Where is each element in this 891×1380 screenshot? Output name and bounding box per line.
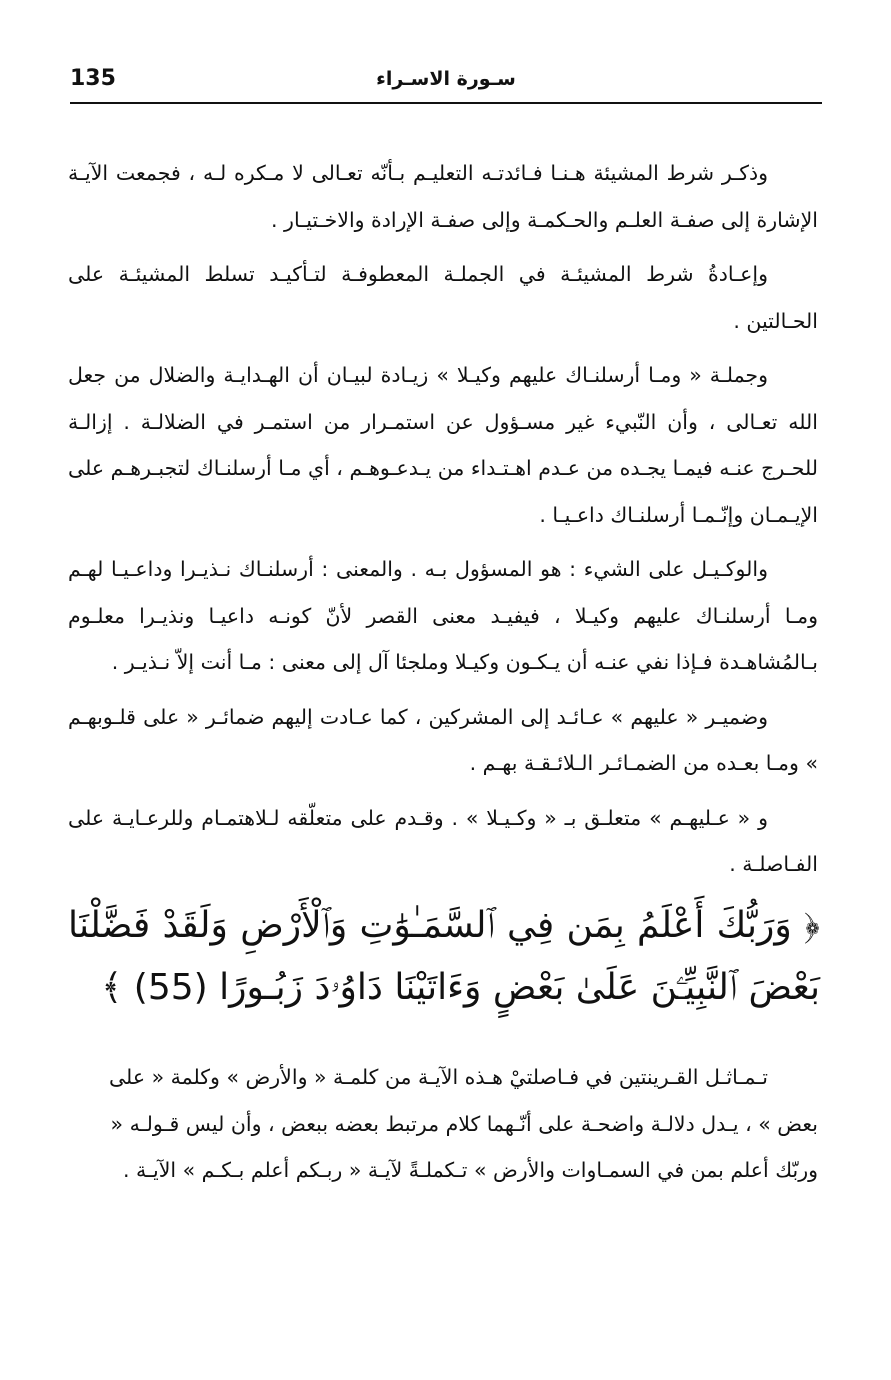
page-header xyxy=(70,62,822,104)
commentary-text xyxy=(68,150,818,896)
paragraph: والوكـيـل على الشيء : هو المسؤول بـه . والمعنى : أرسلنـاك نـذيـرا وداعـيـا لهـم ومـا أرسلنـاك عليهم وكيـلا ، فيفيـد معنى القصر لأنّ كونـه داعيـا ونذيـرا معلـوم بـالمُشاهـدة فـإذا نفي عنـه أن يـكـون وكيـلا وملجئا آل إلى معنى : مـا أنت إلاّ نـذيـر . xyxy=(68,557,818,674)
verse-close-bracket: ﴾ xyxy=(101,967,123,1008)
quran-verse xyxy=(68,895,820,1019)
verse-number: (55) xyxy=(133,967,208,1008)
paragraph: وجملـة « ومـا أرسلنـاك عليهم وكيـلا » زيـادة لبيـان أن الهـدايـة والضلال من جعل الله تعـالى ، وأن النّبيء غير مسـؤول عن استمـرار من استمـر في الضلالـة . إزالـة للحـرج عنـه فيمـا يجـده من عـدم اهـتـداء من يـدعـوهـم ، أي مـا أرسلنـاك لتجبـرهـم على الإيـمـان وإنّـمـا أرسلنـاك داعـيـا . xyxy=(68,363,818,527)
paragraph: وذكـر شرط المشيئة هـنـا فـائدتـه التعليـم بـأنّه تعـالى لا مـكره لـه ، فجمعت الآيـة الإشارة إلى صفـة العلـم والحـكمـة وإلى صفـة الإرادة والاخـتيـار . xyxy=(68,161,818,232)
commentary-text-after-verse xyxy=(68,1054,818,1202)
running-title: سـورة الاسـراء xyxy=(376,68,516,90)
paragraph: وضميـر « عليهم » عـائـد إلى المشركين ، كما عـادت إليهم ضمائـر « على قلـوبهـم » ومـا بعـده من الضمـائـر الـلائـقـة بهـم . xyxy=(68,704,818,775)
paragraph: و « عـليهـم » متعلـق بـ « وكـيـلا » . وقـدم على متعلّقه لـلاهتمـام وللرعـايـة على الفـاصلـة . xyxy=(68,805,818,876)
page-number: 135 xyxy=(70,66,116,91)
paragraph: تـمـاثـل القـرينتين في فـاصلتيْ هـذه الآيـة من كلمـة « والأرض » وكلمة « على بعض » ، يـدل دلالـة واضحـة على أنّـهما كلام مرتبط بعضه ببعض ، وأن ليس قـولـه « وربّك أعلم بمن في السمـاوات والأرض » تـكملـةً لآيـة « ربـكم أعلم بـكـم » الآيـة . xyxy=(108,1065,818,1182)
verse-text: وَرَبُّكَ أَعْلَمُ بِمَن فِي ٱلسَّمَـٰوَٰتِ وَٱلْأَرْضِ وَلَقَدْ فَضَّلْنَا بَعْضَ ٱلنَّبِيِّـۧنَ عَلَىٰ بَعْضٍ وَءَاتَيْنَا دَاوُۥدَ زَبُـورًا xyxy=(68,905,820,1008)
verse-open-bracket: ﴿ xyxy=(804,905,820,946)
paragraph: وإعـادةُ شرط المشيئـة في الجملـة المعطوفـة لتـأكيـد تسلط المشيئـة على الحـالتين . xyxy=(68,262,818,333)
